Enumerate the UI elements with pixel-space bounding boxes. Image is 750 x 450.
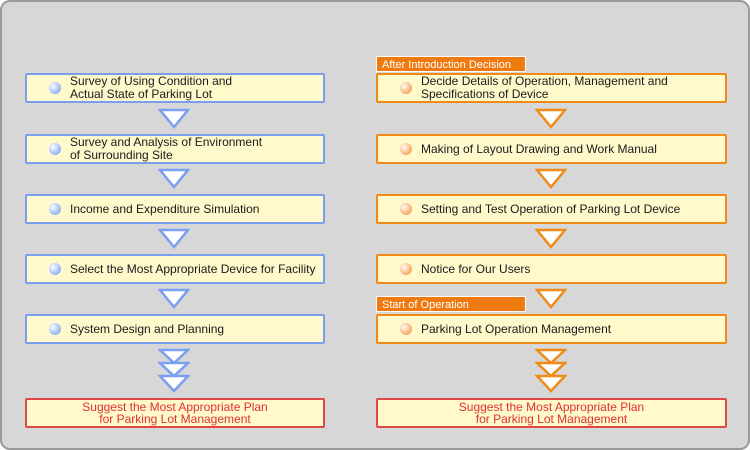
right-step-2-label: Making of Layout Drawing and Work Manual — [421, 141, 657, 156]
right-step-1-label: Decide Details of Operation, Management and Specifications of Device — [421, 74, 668, 101]
right-result: Suggest the Most Appropriate Plan for Parking Lot Management — [376, 398, 727, 428]
triple-down-arrow-icon — [158, 348, 190, 394]
bullet-icon — [49, 263, 61, 275]
left-step-4 — [25, 254, 325, 284]
left-step-1 — [25, 73, 325, 103]
down-arrow-icon — [535, 168, 567, 190]
right-step-1 — [376, 73, 727, 103]
right-step-4 — [376, 254, 727, 284]
right-step-5-label: Parking Lot Operation Management — [421, 321, 612, 336]
after-introduction-tag: After Introduction Decision — [376, 56, 526, 72]
bullet-icon — [400, 263, 412, 275]
right-step-3-label: Setting and Test Operation of Parking Lot Device — [421, 201, 681, 216]
down-arrow-icon — [158, 168, 190, 190]
bullet-icon — [49, 323, 61, 335]
left-step-3-label: Income and Expenditure Simulation — [70, 201, 260, 216]
right-step-4-label: Notice for Our Users — [421, 261, 531, 276]
bullet-icon — [49, 143, 61, 155]
left-result: Suggest the Most Appropriate Plan for Parking Lot Management — [25, 398, 325, 428]
start-of-operation-tag: Start of Operation — [376, 296, 526, 312]
bullet-icon — [400, 203, 412, 215]
right-step-2 — [376, 134, 727, 164]
left-step-1-label: Survey of Using Condition and Actual State of Parking Lot — [70, 74, 233, 101]
left-step-5 — [25, 314, 325, 344]
bullet-icon — [400, 143, 412, 155]
down-arrow-icon — [535, 108, 567, 130]
bullet-icon — [49, 203, 61, 215]
left-step-2 — [25, 134, 325, 164]
left-step-5-label: System Design and Planning — [70, 321, 225, 336]
left-step-2-label: Survey and Analysis of Environment of Surrounding Site — [70, 135, 263, 162]
left-step-4-label: Select the Most Appropriate Device for Facility — [70, 261, 316, 276]
left-step-3 — [25, 194, 325, 224]
bullet-icon — [400, 323, 412, 335]
down-arrow-icon — [535, 288, 567, 310]
down-arrow-icon — [535, 228, 567, 250]
down-arrow-icon — [158, 108, 190, 130]
bullet-icon — [400, 82, 412, 94]
bullet-icon — [49, 82, 61, 94]
down-arrow-icon — [158, 288, 190, 310]
triple-down-arrow-icon — [535, 348, 567, 394]
down-arrow-icon — [158, 228, 190, 250]
right-step-5 — [376, 314, 727, 344]
right-step-3 — [376, 194, 727, 224]
